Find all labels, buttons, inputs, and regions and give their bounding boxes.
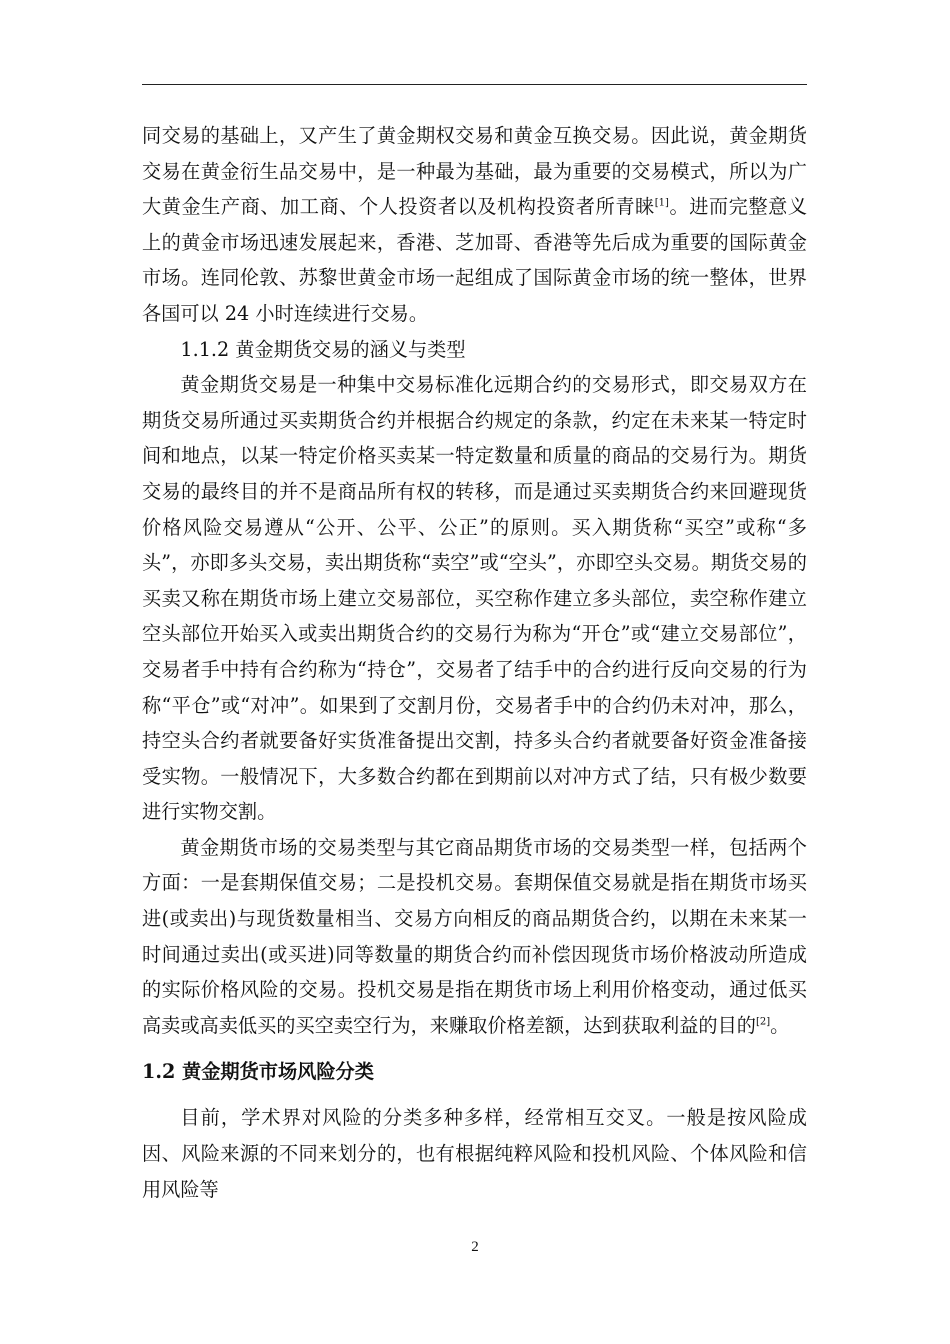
paragraph-2: 黄金期货交易是一种集中交易标准化远期合约的交易形式，即交易双方在期货交易所通过买卖期货合约并根据合约规定的条款，约定在未来某一特定时间和地点，以某一特定价格买卖某一特定数量和质量的商品的交易行为。期货交易的最终目的并不是商品所有权的转移，而是通过买卖期货合约来回避现货价格风险交易遵从“公开、公平、公正”的原则。买入期货称“买空”或称“多头”，亦即多头交易，卖出期货称“卖空”或“空头”，亦即空头交易。期货交易的买卖又称在期货市场上建立交易部位，买空称作建立多头部位，卖空称作建立空头部位开始买入或卖出期货合约的交易行为称为“开仓”或“建立交易部位”，交易者手中持有合约称为“持仓”，交易者了结手中的合约进行反向交易的行为称“平仓”或“对冲”。如果到了交割月份，交易者手中的合约仍未对冲，那么，持空头合约者就要备好实货准备提出交割，持多头合约者就要备好资金准备接受实物。一般情况下，大多数合约都在到期前以对冲方式了结，只有极少数要进行实物交割。	[142, 373, 807, 824]
paragraph-3	[142, 830, 807, 1044]
paragraph-3-text: 黄金期货市场的交易类型与其它商品期货市场的交易类型一样，包括两个方面：一是套期保值交易；二是投机交易。套期保值交易就是指在期货市场买进(或卖出)与现货数量相当、交易方向相反的商品期货合约，以期在未来某一时间通过卖出(或买进)同等数量的期货合约而补偿因现货市场价格波动所造成的实际价格风险的交易。投机交易是指在期货市场上利用价格变动，通过低买高卖或高卖低买的买空卖空行为，来赚取价格差额，达到获取利益的目的	[142, 835, 807, 1037]
paragraph-1-tail: 。进而完整意义上的黄金市场迅速发展起来，香港、芝加哥、香港等先后成为重要的国际黄金市场。连同伦敦、苏黎世黄金市场一起组成了国际黄金市场的统一整体，世界各国可以 24 小时连续进行交易。	[142, 195, 808, 325]
document-body	[142, 118, 807, 1207]
subsection-heading: 1.1.2 黄金期货交易的涵义与类型	[180, 337, 466, 361]
page-number: 2	[471, 1239, 479, 1255]
paragraph-3-tail: 。	[770, 1013, 790, 1037]
paragraph-1	[142, 118, 807, 332]
citation-2: [2]	[756, 1016, 771, 1028]
citation-1: [1]	[654, 197, 669, 209]
paragraph-1-text: 同交易的基础上，又产生了黄金期权交易和黄金互换交易。因此说，黄金期货交易在黄金衍生品交易中，是一种最为基础，最为重要的交易模式，所以为广大黄金生产商、加工商、个人投资者以及机构投资者所青睐	[142, 124, 807, 219]
header-rule	[142, 84, 807, 85]
section-heading: 1.2 黄金期货市场风险分类	[142, 1060, 374, 1084]
paragraph-4: 目前，学术界对风险的分类多种多样，经常相互交叉。一般是按风险成因、风险来源的不同来划分的，也有根据纯粹风险和投机风险、个体风险和信用风险等	[142, 1106, 807, 1201]
